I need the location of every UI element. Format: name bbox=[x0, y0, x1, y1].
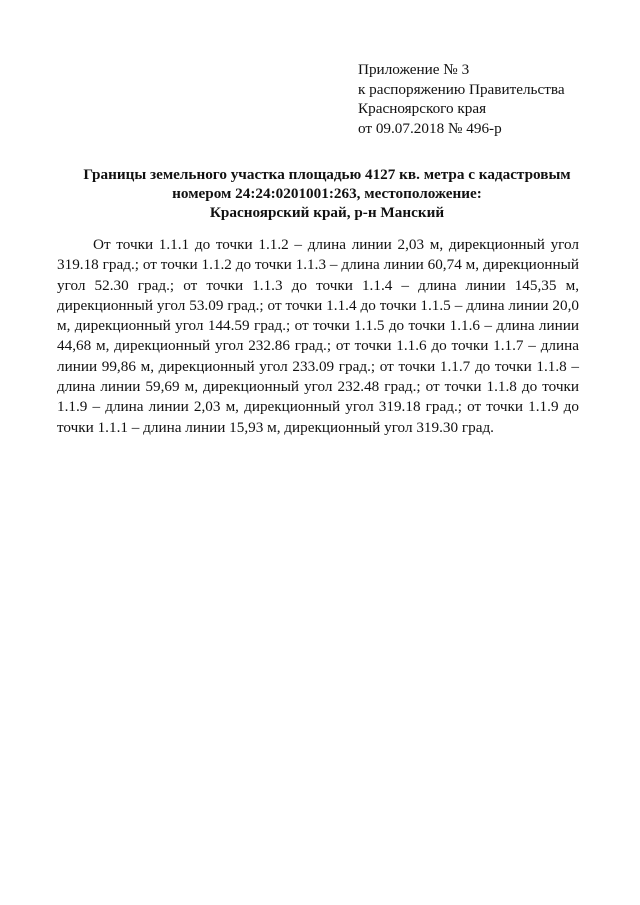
appendix-date-number: от 09.07.2018 № 496-р bbox=[358, 119, 502, 137]
title-line-3: Красноярский край, р-н Манский bbox=[209, 204, 445, 221]
document-title bbox=[56, 165, 598, 222]
appendix-reference: к распоряжению Правительства bbox=[358, 80, 565, 98]
boundary-description: От точки 1.1.1 до точки 1.1.2 – длина линии 2,03 м, дирекционный угол 319.18 град.; от точки 1.1.2 до точки 1.1.3 – длина линии 60,74 м, дирекционный угол 52.30 град.; от точки 1.1.3 до точки 1.1.4 – длина линии 145,35 м, дирекционный угол 53.09 град.; от точки 1.1.4 до точки 1.1.5 – длина линии 20,0 м, дирекционный угол 144.59 град.; от точки 1.1.5 до точки 1.1.6 – длина линии 44,68 м, дирекционный угол 232.86 град.; от точки 1.1.6 до точки 1.1.7 – длина линии 99,86 м, дирекционный угол 233.09 град.; от точки 1.1.7 до точки 1.1.8 – длина линии 59,69 м, дирекционный угол 232.48 град.; от точки 1.1.8 до точки 1.1.9 – длина линии 2,03 м, дирекционный угол 319.18 град.; от точки 1.1.9 до точки 1.1.1 – длина линии 15,93 м, дирекционный угол 319.30 град. bbox=[57, 236, 579, 436]
appendix-header bbox=[358, 60, 618, 138]
title-line-2: номером 24:24:0201001:263, местоположение: bbox=[172, 185, 482, 202]
title-line-1: Границы земельного участка площадью 4127 кв. метра с кадастровым bbox=[83, 166, 571, 183]
appendix-number: Приложение № 3 bbox=[358, 61, 470, 78]
appendix-region: Красноярского края bbox=[358, 100, 487, 117]
